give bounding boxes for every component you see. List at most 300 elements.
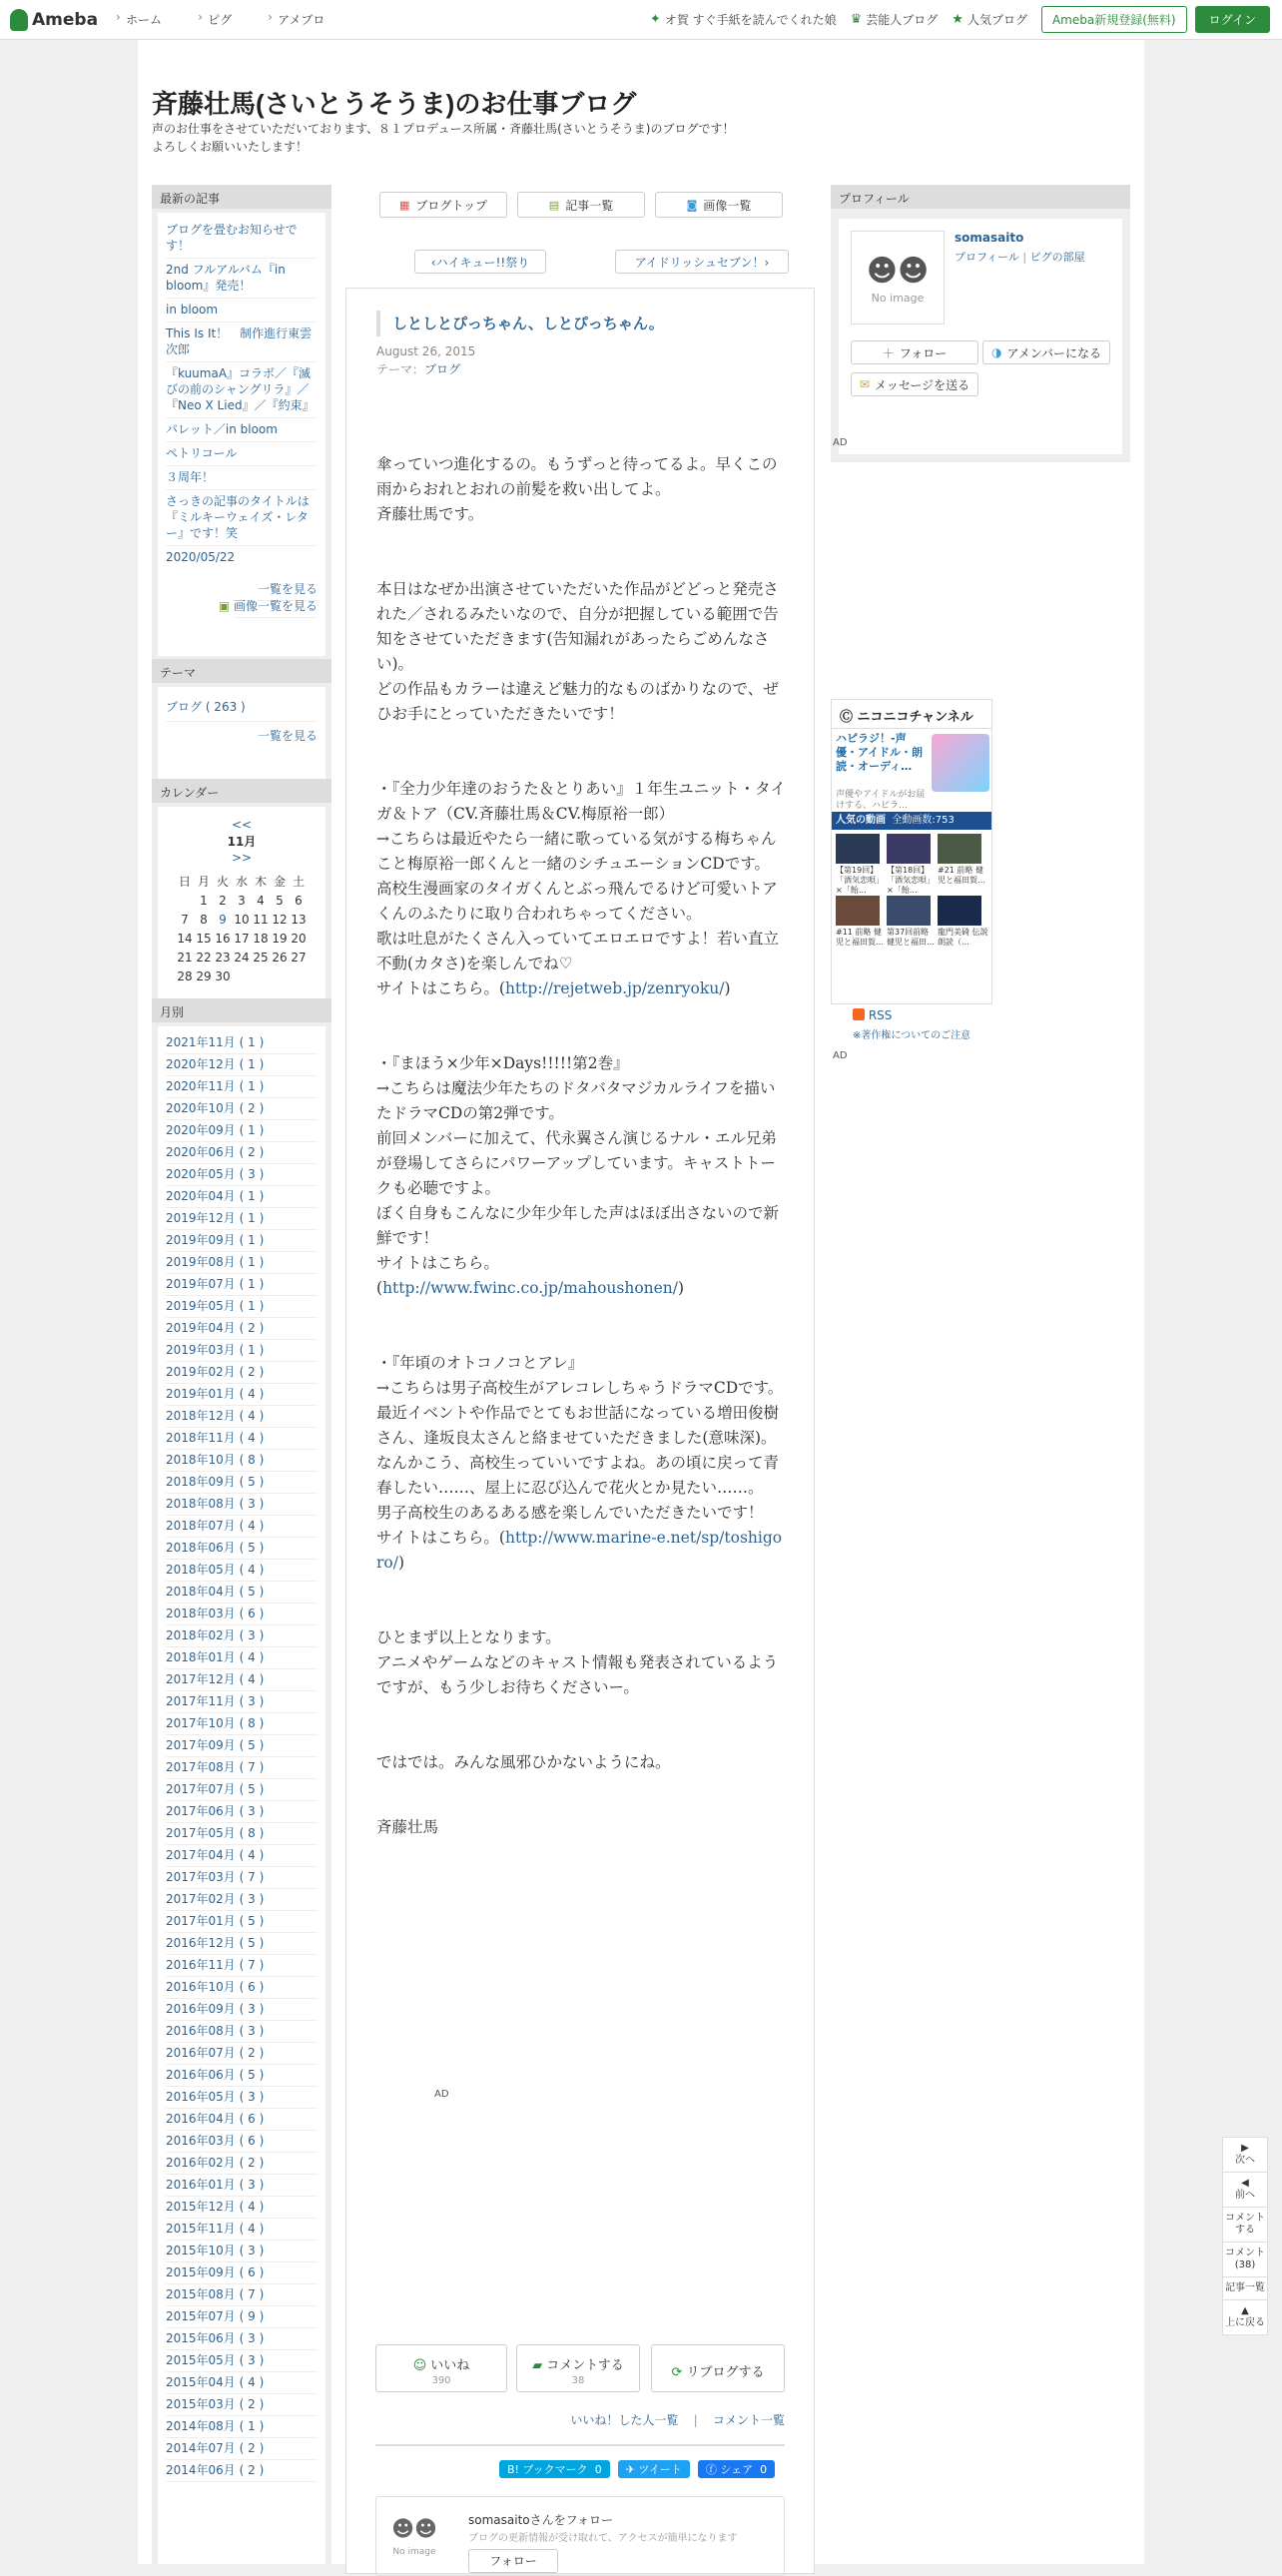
video-title[interactable]: 【第18回】「酒気恋唄」×「飴… [887,866,935,895]
monthly-title: 月別 [152,998,331,1022]
entry-list-button[interactable] [517,192,645,218]
day-header: 日 [178,875,191,889]
calendar-prev[interactable]: << [231,818,253,832]
recent-more-link[interactable]: 一覧を見る [258,579,318,601]
paragraph: ひとまず以上となります。 アニメやゲームなどのキャスト情報も発表されているようですが、もう少しお待ちくださいー。 [376,1628,779,1696]
calendar-day [252,966,271,985]
calendar-day: 14 [177,931,193,946]
monthly-archive-item[interactable]: 2016年06月 ( 5 ) [166,2065,318,2087]
calendar-day: 12 [272,912,288,927]
image-more-link[interactable]: 画像一覧を見る [234,596,318,618]
rss-label: RSS [868,1008,893,1022]
calendar-day: 29 [196,968,212,983]
calendar-icon: ▦ [398,198,410,212]
profile-title: プロフィール [831,185,1130,209]
ameba-logo[interactable] [10,9,98,31]
day-header: 月 [197,875,210,889]
float-comments[interactable] [1223,2243,1267,2277]
follow-button[interactable] [851,340,978,364]
follow-box-button[interactable]: フォロー [468,2549,558,2573]
monthly-archive-item[interactable]: 2014年07月 ( 2 ) [166,2438,318,2460]
paragraph [376,777,788,1001]
separator: | [693,2413,698,2427]
calendar-day [176,891,195,910]
theme-link[interactable]: ブログ [424,362,461,376]
monthly-archive-item[interactable]: 2017年09月 ( 5 ) [166,1735,318,1757]
monthly-archive-item[interactable]: 2017年07月 ( 5 ) [166,1779,318,1801]
channel-title[interactable]: ハピラジ！-声優・アイドル・朗読・オーディ… [836,732,924,773]
video-title[interactable]: 第37回前略 健児と福田… [887,928,935,947]
avatar-icon: ☻☻ [866,253,930,289]
mail-icon: ✉ [859,377,870,391]
calendar-day: 8 [200,912,208,927]
blog-top-label: ブログトップ [415,198,488,213]
paragraph: 本日はなぜか出演させていただいた作品がどどっと発売された／されるみたいなので、自分が把握している範囲で告知をさせていただきます(告知漏れがあったらごめんなさい)。 どの作品もカラーは違えど魅力的なものばかりなので、ぜひお手にとっていただきたいです！ [376,580,779,723]
monthly-archive-item[interactable]: 2015年11月 ( 4 ) [166,2219,318,2241]
calendar-grid [176,872,309,985]
monthly-archive-item[interactable]: 2015年06月 ( 3 ) [166,2328,318,2350]
like-count: 390 [431,2375,451,2386]
bookmark-label: B! ブックマーク [507,2463,588,2476]
recent-post[interactable]: ペトリコール [166,442,318,466]
monthly-archive-item[interactable]: 2016年04月 ( 6 ) [166,2109,318,2131]
monthly-archive-item[interactable]: 2018年07月 ( 4 ) [166,1516,318,1538]
profile-noimage: No image [871,291,925,305]
theme-more-link[interactable]: 一覧を見る [257,729,318,743]
comment-count: 38 [571,2375,585,2386]
video-thumbnail[interactable] [938,896,981,926]
divider [832,728,991,729]
monthly-archive-list [158,1026,325,2564]
paren: ) [724,979,731,997]
fwinc-link[interactable]: http://www.fwinc.co.jp/mahoushonen/ [382,1279,679,1297]
monthly-archive-item[interactable]: 2016年11月 ( 7 ) [166,1955,318,1977]
message-button[interactable] [851,372,978,396]
calendar-day: 17 [234,931,250,946]
float-comment-label: コメントする [1225,2213,1265,2236]
nav-pigg[interactable]: › ピグ [198,11,232,28]
calendar-day: 3 [238,893,246,908]
monthly-archive-item[interactable]: 2020年09月 ( 1 ) [166,1120,318,1142]
calendar-header [166,817,318,866]
monthly-archive-item[interactable]: 2015年09月 ( 6 ) [166,2262,318,2284]
monthly-archive-item[interactable]: 2020年12月 ( 1 ) [166,1054,318,1076]
calendar-day: 1 [200,893,208,908]
calendar-month: 11月 [227,835,257,849]
reblog-button[interactable] [651,2344,785,2392]
up-icon: ▲ [1241,2305,1249,2316]
monthly-archive-item[interactable]: 2015年10月 ( 3 ) [166,2241,318,2262]
monthly-archive-item[interactable]: 2020年10月 ( 2 ) [166,1098,318,1120]
tweet-button[interactable] [618,2460,690,2478]
reblog-icon: ⟳ [671,2365,683,2380]
calendar-day-linked[interactable]: 9 [219,912,227,927]
monthly-archive-item[interactable]: 2019年01月 ( 4 ) [166,1384,318,1406]
article-body [376,452,788,1890]
calendar-day: 23 [215,950,231,965]
monthly-archive-item[interactable]: 2017年03月 ( 7 ) [166,1867,318,1889]
float-list-label: 記事一覧 [1225,2282,1265,2293]
liked-users-link[interactable]: いいね！した人一覧 [570,2413,679,2427]
login-button[interactable]: ログイン [1195,6,1270,33]
monthly-archive-item[interactable]: 2018年06月 ( 5 ) [166,1538,318,1560]
pigg-room-link[interactable]: ピグの部屋 [1029,251,1085,264]
top-nav [116,11,360,28]
amember-icon: ◑ [991,345,1002,359]
calendar-day: 2 [219,893,227,908]
register-button[interactable]: Ameba新規登録(無料) [1041,6,1187,33]
facebook-icon: ⓕ [705,2463,717,2476]
bookmark-count: 0 [594,2462,602,2476]
calendar-day: 30 [215,968,231,983]
recent-post[interactable]: さっきの記事のタイトルは『ミルキーウェイズ・レター』です！笑 [166,490,318,546]
calendar-next[interactable]: >> [231,851,253,865]
tweet-label: ツイート [638,2463,682,2476]
hatena-bookmark-button[interactable] [499,2460,610,2478]
monthly-archive-item[interactable]: 2014年08月 ( 1 ) [166,2416,318,2438]
plus-icon: ＋ [882,345,895,360]
monthly-archive-item[interactable]: 2015年08月 ( 7 ) [166,2284,318,2306]
calendar-day: 28 [177,968,193,983]
monthly-archive-item[interactable]: 2021年11月 ( 1 ) [166,1032,318,1054]
calendar-day [233,966,252,985]
rejet-link[interactable]: http://rejetweb.jp/zenryoku/ [504,979,725,997]
total-count: 全動画数:753 [892,815,955,826]
top-link-news[interactable] [650,11,837,28]
calendar-day: 26 [272,950,288,965]
niconico-icon: Ⓒ [840,710,854,725]
theme-item[interactable]: ブログ ( 263 ) [166,693,318,722]
monthly-archive-item[interactable]: 2016年02月 ( 2 ) [166,2153,318,2175]
calendar-day: 20 [291,931,307,946]
floating-nav [1222,2137,1268,2335]
monthly-archive-item[interactable]: 2018年01月 ( 4 ) [166,1647,318,1669]
nav-ameblo[interactable]: › アメブロ [268,11,324,28]
niconico-logo-text: ニコニコチャンネル [857,710,973,725]
channel-desc: 声優やアイドルがお届けする、ハピラ… [836,790,926,811]
monthly-archive-item[interactable]: 2016年08月 ( 3 ) [166,2021,318,2043]
video-title[interactable]: #11 前略 健児と福田賀… [836,928,884,947]
monthly-archive-item[interactable]: 2015年12月 ( 4 ) [166,2197,318,2219]
calendar-day: 11 [253,912,269,927]
top-link-news-text: オ賀 すぐ手紙を読んでくれた娘 [664,13,837,27]
monthly-archive-item[interactable]: 2017年05月 ( 8 ) [166,1823,318,1845]
recent-post[interactable]: 2nd フルアルバム『in bloom』発売！ [166,259,318,299]
paren: ) [397,1554,405,1572]
calendar-day: 4 [257,893,265,908]
monthly-archive-item[interactable]: 2019年09月 ( 1 ) [166,1230,318,1252]
day-header: 水 [235,875,248,889]
monthly-archive-item[interactable]: 2018年12月 ( 4 ) [166,1406,318,1428]
theme-title: テーマ [152,659,331,683]
share-row [491,2460,775,2478]
monthly-archive-item[interactable]: 2017年12月 ( 4 ) [166,1669,318,1691]
calendar-day: 21 [177,950,193,965]
video-thumbnail[interactable] [836,896,880,926]
paragraph-text: ・『全力少年達のおうた＆とりあい』１年生ユニット・タイガ＆トア（CV.斉藤壮馬＆CV.梅原裕一郎） →こちらは最近やたら一緒に歌っている気がする梅ちゃんこと梅原裕一郎くんと一緒のシチュエーションCDです。 高校生漫画家のタイガくんとぶっ飛んでるけど可愛いトアくんのふたりに取り合われちゃってください。 歌は吐息がたくさん入っていてエロエロですよ！若い直立不動(カタさ)を楽しんでね♡ サイトはこちら。( [376,780,786,997]
amember-button[interactable] [982,340,1110,364]
float-list[interactable] [1223,2277,1267,2300]
monthly-archive-item[interactable]: 2016年05月 ( 3 ) [166,2087,318,2109]
niconico-widget [831,699,996,1004]
monthly-archive-item[interactable]: 2020年05月 ( 3 ) [166,1164,318,1186]
monthly-archive-item[interactable]: 2017年11月 ( 3 ) [166,1691,318,1713]
monthly-archive-item[interactable]: 2018年10月 ( 8 ) [166,1450,318,1472]
float-comments-label: コメント [1225,2248,1265,2258]
ad-label: AD [434,2089,449,2100]
recent-post[interactable]: ブログを畳むお知らせです！ [166,219,318,259]
monthly-archive-item[interactable]: 2019年03月 ( 1 ) [166,1340,318,1362]
top-right [650,6,1282,33]
profile-card [839,219,1122,454]
reblog-label: リブログする [686,2365,765,2380]
blog-title[interactable]: 斉藤壮馬(さいとうそうま)のお仕事ブログ [152,89,637,119]
profile-name[interactable]: somasaito [955,231,1024,245]
float-next[interactable] [1223,2138,1267,2173]
recent-posts-title: 最新の記事 [152,185,331,209]
paragraph: 傘っていつ進化するの。もうずっと待ってるよ。早くこの雨からおれとおれの前髪を救い出してよ。 斉藤壮馬です。 [376,455,778,523]
follow-desc: ブログの更新情報が受け取れて、アクセスが簡単になります [468,2533,738,2544]
calendar-box [152,779,331,1018]
blog-page [138,40,1144,2568]
nav-home[interactable]: › ホーム [116,11,162,28]
amember-label: アメンバーになる [1006,345,1101,360]
monthly-archive-item[interactable]: 2018年11月 ( 4 ) [166,1428,318,1450]
float-top[interactable] [1223,2300,1267,2334]
monthly-archive-item[interactable]: 2017年02月 ( 3 ) [166,1889,318,1911]
video-title[interactable]: #21 前略 健児と福田賀… [938,866,985,885]
monthly-archive-item[interactable]: 2018年08月 ( 3 ) [166,1494,318,1516]
recent-post[interactable]: 『kuumaA』コラボ／『滅びの前のシャングリラ』／『Neo X Lied』／『約束』 [166,362,318,418]
marine-link[interactable]: http://www.marine-e.net/sp/toshigoro/ [376,1529,783,1572]
day-header: 金 [273,875,286,889]
comment-button[interactable] [516,2344,640,2392]
video-thumbnail[interactable] [887,896,931,926]
fb-label: シェア [720,2463,754,2476]
profile-box [831,185,1130,462]
back-icon: ◀ [1241,2178,1249,2189]
top-link-celeb[interactable] [851,11,939,28]
like-button[interactable] [375,2344,507,2392]
day-header: 火 [216,875,229,889]
article-theme [376,360,460,377]
monthly-archive-item[interactable]: 2019年05月 ( 1 ) [166,1296,318,1318]
paragraph [376,1051,788,1301]
calendar-day: 27 [291,950,307,965]
blog-description [152,120,791,156]
channel-thumbnail[interactable] [932,734,989,792]
monthly-archive-item[interactable]: 2016年10月 ( 6 ) [166,1977,318,1999]
monthly-archive-item[interactable]: 2015年05月 ( 3 ) [166,2350,318,2372]
facebook-share-button[interactable] [698,2460,775,2478]
popular-label: 人気の動画 [836,815,886,826]
top-link-popular[interactable] [952,11,1027,28]
theme-label: テーマ： [376,362,425,376]
video-thumbnail[interactable] [887,834,931,864]
ad-label: AD [833,437,848,448]
calendar-day: 24 [234,950,250,965]
theme-more [166,728,318,745]
day-header: 土 [292,875,305,889]
star-icon: ✦ [649,12,661,27]
camera-icon: ◙ [686,198,698,212]
paragraph-text: ・『まほう×少年×Days!!!!!第2巻』 →こちらは魔法少年たちのドタバタマジカルライフを描いたドラマCDの第2弾です。 前回メンバーに加えて、代永翼さん演じるナル・エル兄弟が登場してさらにパワーアップしています。キャストトークも必聴ですよ。 ぼく自身もこんなに少年少年した声はほぼ出さないので新鮮です！ サイトはこちら。 ( [376,1054,780,1297]
follow-title: somasaitoさんをフォロー [468,2513,614,2527]
monthly-archive-item[interactable]: 2015年07月 ( 9 ) [166,2306,318,2328]
calendar-day: 16 [215,931,231,946]
monthly-archive-item[interactable]: 2016年03月 ( 6 ) [166,2131,318,2153]
monthly-archive-item[interactable]: 2020年11月 ( 1 ) [166,1076,318,1098]
avatar-icon: ☻☻ [391,2517,437,2542]
monthly-archive-item[interactable]: 2019年04月 ( 2 ) [166,1318,318,1340]
calendar-day: 15 [196,931,212,946]
article [345,288,815,2574]
calendar-day: 19 [272,931,288,946]
monthly-archive-item[interactable]: 2014年06月 ( 2 ) [166,2460,318,2482]
paragraph: ではでは。みんな風邪ひかないようにね。 [376,1753,671,1771]
monthly-archive-item[interactable]: 2016年07月 ( 2 ) [166,2043,318,2065]
calendar-day: 5 [276,893,284,908]
calendar-day: 22 [196,950,212,965]
follow-avatar [390,2513,438,2563]
popular-videos-header [832,812,991,830]
comment-label: コメントする [546,2358,624,2373]
calendar-day [290,966,309,985]
image-list-button[interactable] [655,192,783,218]
top-link-celeb-text: 芸能人ブログ [866,13,939,27]
monthly-archive-item[interactable]: 2018年09月 ( 5 ) [166,1472,318,1494]
recent-post[interactable]: This Is It！ 制作進行東雲次郎 [166,322,318,362]
next-entry-link[interactable]: アイドリッシュセブン！› [615,250,789,274]
monthly-archive-item[interactable]: 2016年09月 ( 3 ) [166,1999,318,2021]
float-comments-count: (38) [1234,2259,1256,2270]
blog-top-button[interactable] [379,192,507,218]
monthly-archive-item[interactable]: 2019年02月 ( 2 ) [166,1362,318,1384]
play-icon: ▶ [1241,2143,1249,2154]
follow-label: フォロー [899,345,948,360]
document-icon: ▤ [548,198,560,212]
fb-count: 0 [760,2462,768,2476]
comment-icon: ▰ [532,2358,543,2373]
calendar-day: 18 [253,931,269,946]
monthly-archive-item[interactable]: 2018年03月 ( 6 ) [166,1604,318,1625]
float-comment[interactable] [1223,2208,1267,2243]
calendar-day [271,966,290,985]
calendar-day: 6 [295,893,303,908]
follow-noimage: No image [392,2547,436,2557]
video-title[interactable]: 龍門美碕 伝説 朗読（… [938,928,996,947]
image-list-label: 画像一覧 [703,198,752,213]
separator: | [1022,251,1027,264]
reaction-links [375,2411,785,2428]
float-next-label: 次へ [1235,2155,1255,2166]
monthly-archive-item[interactable]: 2018年05月 ( 4 ) [166,1560,318,1582]
monthly-archive-item[interactable]: 2019年07月 ( 1 ) [166,1274,318,1296]
monthly-archive-item[interactable]: 2017年10月 ( 8 ) [166,1713,318,1735]
video-title[interactable]: 【第19回】「酒気恋唄」×「飴… [836,866,884,895]
theme-list [158,687,325,791]
profile-avatar[interactable] [851,231,945,324]
theme-box [152,659,331,799]
article-date: August 26, 2015 [376,344,476,358]
monthly-archive-box [152,998,331,2564]
monthly-archive-item[interactable]: 2020年06月 ( 2 ) [166,1142,318,1164]
message-label: メッセージを送る [874,377,970,392]
recent-post[interactable]: パレット／in bloom [166,418,318,442]
prev-entry-link[interactable]: ‹ハイキュー!!祭り [414,250,546,274]
monthly-archive-item[interactable]: 2017年06月 ( 3 ) [166,1801,318,1823]
ameba-logo-icon [10,9,28,31]
video-thumbnail[interactable] [836,834,880,864]
monthly-archive-item[interactable]: 2016年12月 ( 5 ) [166,1933,318,1955]
like-label: いいね [430,2358,470,2373]
float-top-label: 上に戻る [1225,2317,1265,2328]
blog-desc-line1: 声のお仕事をさせていただいております、８１プロデュース所属・斉藤壮馬(さいとうそうま)のブログです！ [152,122,735,136]
video-thumbnail[interactable] [938,834,981,864]
profile-links [955,249,1085,265]
monthly-archive-item[interactable]: 2018年04月 ( 5 ) [166,1582,318,1604]
monthly-archive-item[interactable]: 2017年04月 ( 4 ) [166,1845,318,1867]
entry-list-label: 記事一覧 [565,198,614,213]
monthly-archive-item[interactable]: 2015年03月 ( 2 ) [166,2394,318,2416]
image-more [166,598,318,615]
monthly-archive-item[interactable]: 2018年02月 ( 3 ) [166,1625,318,1647]
float-prev-label: 前へ [1235,2190,1255,2201]
article-title[interactable]: しとしとぴっちゃん、しとぴっちゃん。 [376,311,664,336]
monthly-archive-item[interactable]: 2017年01月 ( 5 ) [166,1911,318,1933]
logo-text: Ameba [32,9,99,30]
star-icon: ★ [952,12,963,27]
monthly-archive-item[interactable]: 2020年04月 ( 1 ) [166,1186,318,1208]
comment-list-link[interactable]: コメント一覧 [712,2413,785,2427]
paragraph-text: ・『年頃のオトコノコとアレ』 →こちらは男子高校生がアレコレしちゃうドラマCDです。 最近イベントや作品でとてもお世話になっている増田俊樹さん、逢坂良太さんと絡ませていただきました(意味深)。 なんかこう、高校生っていいですよね。あの頃に戻って青春したい……、屋上に忍び込んで花火とか見たい……。 男子高校生のあるある感を楽しんでいただきたいです！ サイトはこちら。( [376,1354,784,1547]
crown-icon: ♛ [850,12,863,27]
monthly-archive-item[interactable]: 2017年08月 ( 7 ) [166,1757,318,1779]
blog-desc-line2: よろしくお願いいたします！ [152,140,309,154]
niconico-logo[interactable] [840,706,973,725]
signature: 斉藤壮馬 [376,1818,439,1836]
smile-icon: ☺ [412,2358,427,2373]
calendar [158,807,325,1010]
monthly-archive-item[interactable]: 2016年01月 ( 3 ) [166,2175,318,2197]
rss-icon [853,1008,865,1020]
calendar-title: カレンダー [152,779,331,803]
twitter-icon: ✈ [625,2462,635,2476]
recent-post[interactable]: ３周年！ [166,466,318,490]
recent-posts-box [152,185,331,664]
paragraph [376,1351,788,1576]
follow-box [375,2496,785,2576]
calendar-day: 10 [234,912,250,927]
day-header: 木 [254,875,267,889]
top-bar [0,0,1282,40]
profile-link[interactable]: プロフィール [955,251,1019,264]
rss-link[interactable] [853,1008,892,1022]
paren: ) [678,1279,685,1297]
monthly-archive-item[interactable]: 2019年08月 ( 1 ) [166,1252,318,1274]
recent-posts-list [158,213,325,656]
monthly-archive-item[interactable]: 2015年04月 ( 4 ) [166,2372,318,2394]
recent-post[interactable]: in bloom [166,299,318,322]
monthly-archive-item[interactable]: 2019年12月 ( 1 ) [166,1208,318,1230]
calendar-day: 25 [253,950,269,965]
calendar-day: 13 [291,912,307,927]
ad-label: AD [833,1050,848,1061]
copyright-note[interactable]: ※著作権についてのご注意 [853,1030,971,1041]
recent-post[interactable]: 2020/05/22 [166,550,236,564]
float-prev[interactable] [1223,2173,1267,2208]
divider [375,2444,785,2446]
